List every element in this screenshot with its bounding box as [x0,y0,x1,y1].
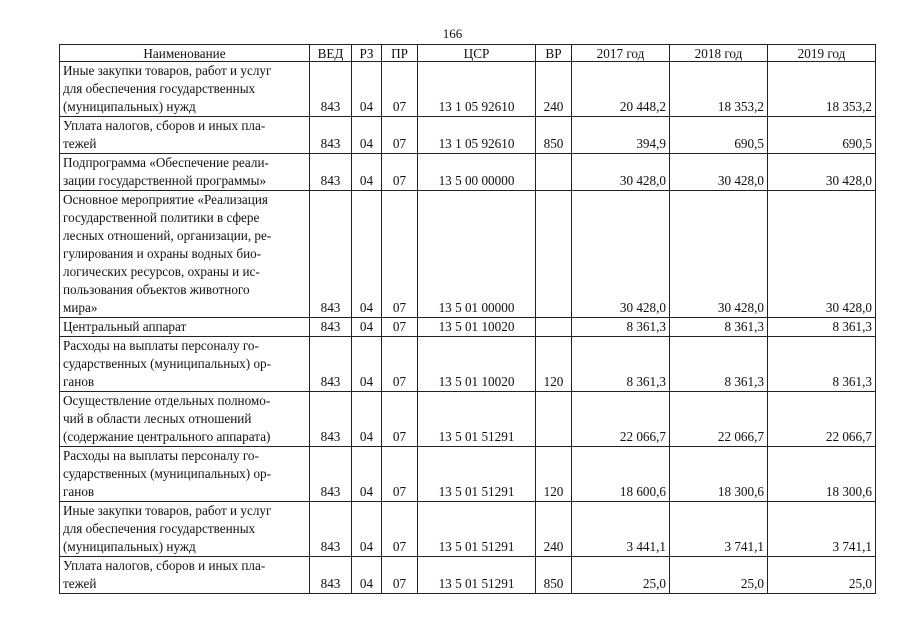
name-cell: Иные закупки товаров, работ и услуг для обеспечения государственных (муниципальных) нужд [60,502,310,557]
value-2018-cell: 690,5 [670,117,768,154]
value-2019-cell: 18 300,6 [768,447,876,502]
name-cell: Центральный аппарат [60,318,310,337]
header-name: Наименование [60,45,310,62]
rz-cell: 04 [352,117,382,154]
ved-cell: 843 [310,191,352,318]
csr-cell: 13 1 05 92610 [418,117,536,154]
vr-cell [536,191,572,318]
table-row [60,337,876,392]
name-cell: Расходы на выплаты персоналу го- сударственных (муниципальных) ор- ганов [60,447,310,502]
ved-cell: 843 [310,447,352,502]
ved-cell: 843 [310,337,352,392]
rz-cell: 04 [352,392,382,447]
pr-cell: 07 [382,502,418,557]
value-2019-cell: 3 741,1 [768,502,876,557]
value-2017-cell: 20 448,2 [572,62,670,117]
table-row [60,191,876,318]
header-csr: ЦСР [418,45,536,62]
csr-cell: 13 5 00 00000 [418,154,536,191]
ved-cell: 843 [310,117,352,154]
csr-cell: 13 1 05 92610 [418,62,536,117]
csr-cell: 13 5 01 00000 [418,191,536,318]
pr-cell: 07 [382,154,418,191]
value-2017-cell: 8 361,3 [572,337,670,392]
header-pr: ПР [382,45,418,62]
csr-cell: 13 5 01 51291 [418,447,536,502]
csr-cell: 13 5 01 51291 [418,557,536,594]
value-2019-cell: 18 353,2 [768,62,876,117]
table-row [60,318,876,337]
ved-cell: 843 [310,318,352,337]
value-2019-cell: 30 428,0 [768,154,876,191]
ved-cell: 843 [310,557,352,594]
value-2019-cell: 690,5 [768,117,876,154]
rz-cell: 04 [352,447,382,502]
csr-cell: 13 5 01 10020 [418,318,536,337]
value-2019-cell: 22 066,7 [768,392,876,447]
value-2018-cell: 18 300,6 [670,447,768,502]
ved-cell: 843 [310,62,352,117]
value-2019-cell: 8 361,3 [768,318,876,337]
vr-cell: 850 [536,117,572,154]
name-cell: Основное мероприятие «Реализация государственной политики в сфере лесных отношений, организации, ре- гулирования и охраны водных био- логических ресурсов, охраны и ис- пользования объектов животного мира» [60,191,310,318]
value-2018-cell: 8 361,3 [670,337,768,392]
table-row [60,557,876,594]
ved-cell: 843 [310,392,352,447]
name-cell: Расходы на выплаты персоналу го- сударственных (муниципальных) ор- ганов [60,337,310,392]
value-2017-cell: 25,0 [572,557,670,594]
header-rz: РЗ [352,45,382,62]
vr-cell: 240 [536,62,572,117]
rz-cell: 04 [352,191,382,318]
header-vr: ВР [536,45,572,62]
pr-cell: 07 [382,557,418,594]
name-cell: Иные закупки товаров, работ и услуг для обеспечения государственных (муниципальных) нужд [60,62,310,117]
table-row [60,392,876,447]
value-2018-cell: 3 741,1 [670,502,768,557]
value-2019-cell: 25,0 [768,557,876,594]
page-number: 166 [442,26,463,41]
rz-cell: 04 [352,62,382,117]
value-2017-cell: 22 066,7 [572,392,670,447]
rz-cell: 04 [352,318,382,337]
header-2019: 2019 год [768,45,876,62]
vr-cell: 120 [536,447,572,502]
header-ved: ВЕД [310,45,352,62]
header-2017: 2017 год [572,45,670,62]
vr-cell: 850 [536,557,572,594]
name-cell: Подпрограмма «Обеспечение реали- зации государственной программы» [60,154,310,191]
name-cell: Уплата налогов, сборов и иных пла- тежей [60,117,310,154]
pr-cell: 07 [382,337,418,392]
value-2018-cell: 18 353,2 [670,62,768,117]
value-2018-cell: 8 361,3 [670,318,768,337]
value-2017-cell: 30 428,0 [572,191,670,318]
csr-cell: 13 5 01 51291 [418,502,536,557]
vr-cell: 240 [536,502,572,557]
name-cell: Уплата налогов, сборов и иных пла- тежей [60,557,310,594]
rz-cell: 04 [352,337,382,392]
table-row [60,154,876,191]
value-2018-cell: 30 428,0 [670,154,768,191]
vr-cell [536,154,572,191]
pr-cell: 07 [382,191,418,318]
rz-cell: 04 [352,154,382,191]
ved-cell: 843 [310,502,352,557]
pr-cell: 07 [382,447,418,502]
value-2019-cell: 30 428,0 [768,191,876,318]
value-2018-cell: 30 428,0 [670,191,768,318]
value-2018-cell: 25,0 [670,557,768,594]
table-row [60,117,876,154]
value-2017-cell: 8 361,3 [572,318,670,337]
rz-cell: 04 [352,557,382,594]
ved-cell: 843 [310,154,352,191]
pr-cell: 07 [382,62,418,117]
header-2018: 2018 год [670,45,768,62]
value-2017-cell: 18 600,6 [572,447,670,502]
vr-cell [536,392,572,447]
pr-cell: 07 [382,117,418,154]
vr-cell: 120 [536,337,572,392]
table-row [60,447,876,502]
name-cell: Осуществление отдельных полномо- чий в области лесных отношений (содержание центрального аппарата) [60,392,310,447]
value-2019-cell: 8 361,3 [768,337,876,392]
budget-table [59,44,876,594]
table-header [60,45,876,62]
table-row [60,502,876,557]
pr-cell: 07 [382,318,418,337]
value-2017-cell: 394,9 [572,117,670,154]
rz-cell: 04 [352,502,382,557]
table-row [60,62,876,117]
header-row [60,45,876,62]
csr-cell: 13 5 01 51291 [418,392,536,447]
value-2018-cell: 22 066,7 [670,392,768,447]
value-2017-cell: 3 441,1 [572,502,670,557]
pr-cell: 07 [382,392,418,447]
table-body [60,62,876,594]
value-2017-cell: 30 428,0 [572,154,670,191]
vr-cell [536,318,572,337]
csr-cell: 13 5 01 10020 [418,337,536,392]
